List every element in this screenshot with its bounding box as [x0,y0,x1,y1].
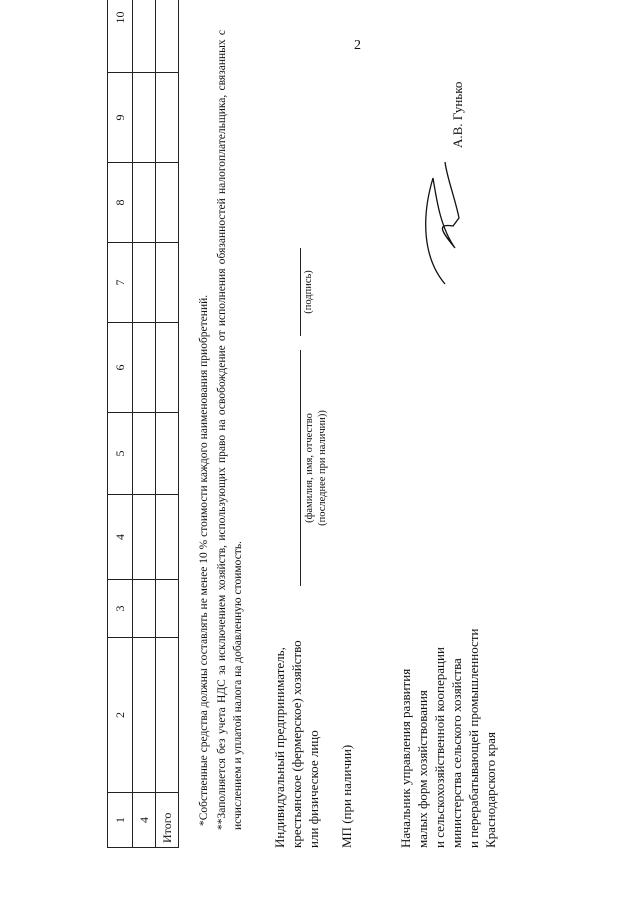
official-title-line: Краснодарского края [483,732,498,848]
entrepreneur-label [271,588,322,848]
table-total-row [156,0,179,848]
stamp-label: МП (при наличии) [339,744,354,848]
landscape-content [85,11,555,848]
total-label: Итого [156,793,179,848]
header-cell: 9 [108,73,133,163]
fio-caption-line: (последнее при наличии)) [317,410,328,526]
signature-caption: (подпись) [303,270,314,314]
official-title-line: министерства сельского хозяйства [449,658,464,848]
header-cell: 8 [108,163,133,243]
signer-name: А.В. Гунько [450,81,465,148]
entrepreneur-line: Индивидуальный предприниматель, [272,647,287,848]
signature-line [300,248,301,336]
header-cell: 3 [108,580,133,638]
fio-caption [303,350,329,586]
row-number-cell: 4 [133,793,156,848]
header-cell: 2 [108,638,133,793]
handwritten-signature [415,158,475,288]
table-row [133,0,156,848]
header-cell: 1 [108,793,133,848]
entrepreneur-line: или физическое лицо [306,730,321,848]
fio-caption-line: (фамилия, имя, отчество [304,413,315,523]
footnote-second: **Заполняется без учета НДС за исключением хозяйств, использующих право на освобождение от исполнения обязанностей налогоплательщика, связанных с исчислением и уплатой налога на добавленную стоимость. [216,30,244,830]
table-header-row [108,0,133,848]
official-title-line: малых форм хозяйствования [415,690,430,848]
costs-table [107,0,179,848]
header-cell: 6 [108,323,133,413]
page-number: 2 [354,38,361,53]
fio-line [300,350,301,586]
official-title [397,629,499,848]
header-cell: 7 [108,243,133,323]
official-title-line: и перерабатывающей промышленности [466,628,481,848]
entrepreneur-line: крестьянское (фермерское) хозяйство [289,640,304,848]
footnote-first: *Собственные средства должны составлять не менее 10 % стоимости каждого наименования приобретений. [198,294,210,826]
header-cell: 10 [108,0,133,73]
official-title-line: и сельскохозяйственной кооперации [432,647,447,848]
header-cell: 5 [108,413,133,495]
official-title-line: Начальник управления развития [398,668,413,848]
header-cell: 4 [108,495,133,580]
